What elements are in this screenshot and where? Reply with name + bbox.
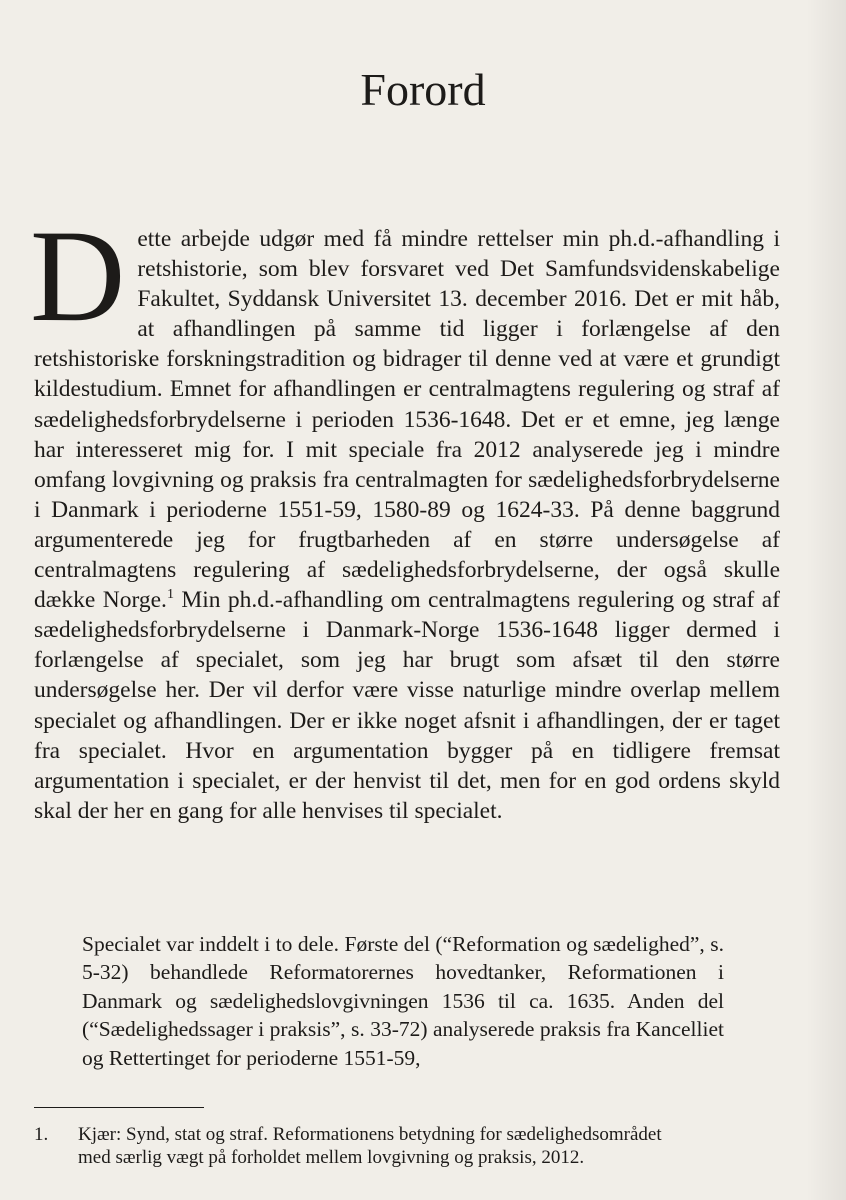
footnote-line-2: med særlig vægt på forholdet mellem lovgivning og praksis, 2012.: [78, 1147, 585, 1168]
page-title: Forord: [360, 64, 486, 115]
main-paragraph-text-2: Min ph.d.-afhandling om centralmagtens regulering og straf af sædelighedsforbrydelserne i Danmark-Norge 1536-1648 ligger dermed i forlængelse af specialet, som jeg har brugt som afsæt til den større undersøgelse her. Der vil derfor være visse naturlige mindre overlap mellem specialet og afhandlingen. Der er ikke noget afsnit i afhandlingen, der er taget fra specialet. Hvor en argumentation bygger på en tidligere fremsat argumentation i specialet, er der henvist til det, men for en god ordens skyld skal der her en gang for alle henvises til specialet.: [34, 587, 780, 824]
drop-cap: D: [30, 202, 126, 349]
footnote-divider: [34, 1107, 204, 1108]
page-edge-shadow: [806, 0, 846, 1200]
main-paragraph-text-1: ette arbejde udgør med få mindre rettelser min ph.d.-afhandling i retshistorie, som blev forsvaret ved Det Samfundsvidenskabelige Fakultet, Syddansk Universitet 13. december 2016. Det er mit håb, at afhandlingen på samme tid ligger i forlængelse af den retshistoriske forskningstradition og bidrager til denne ved at være et grundigt kildestudium. Emnet for afhandlingen er centralmagtens regulering og straf af sædelighedsforbrydelserne i perioden 1536-1648. Det er et emne, jeg længe har interesseret mig for. I mit speciale fra 2012 analyserede jeg i mindre omfang lovgivning og praksis fra centralmagten for sædelighedsforbrydelserne i Danmark i perioderne 1551-59, 1580-89 og 1624-33. På denne baggrund argumenterede jeg for frugtbarheden af en større undersøgelse af centralmagtens regulering af sædelighedsforbrydelserne, der også skulle dække Norge.: [34, 226, 780, 614]
indented-paragraph: Specialet var inddelt i to dele. Første del (“Reformation og sædelighed”, s. 5-32) behandlede Reformatorernes hovedtanker, Reformationen i Danmark og sædelighedslovgivningen 1536 til ca. 1635. Anden del (“Sædelighedssager i praksis”, s. 33-72) analyserede praksis fra Kancelliet og Rettertinget for perioderne 1551-59,: [82, 932, 724, 1070]
footnote-line-1: Kjær: Synd, stat og straf. Reformationens betydning for sædelighedsområdet: [78, 1124, 662, 1145]
footnote: [34, 1123, 780, 1169]
main-paragraph: [30, 202, 780, 826]
footnote-number: 1.: [34, 1124, 49, 1145]
footnote-reference: 1: [166, 587, 174, 603]
